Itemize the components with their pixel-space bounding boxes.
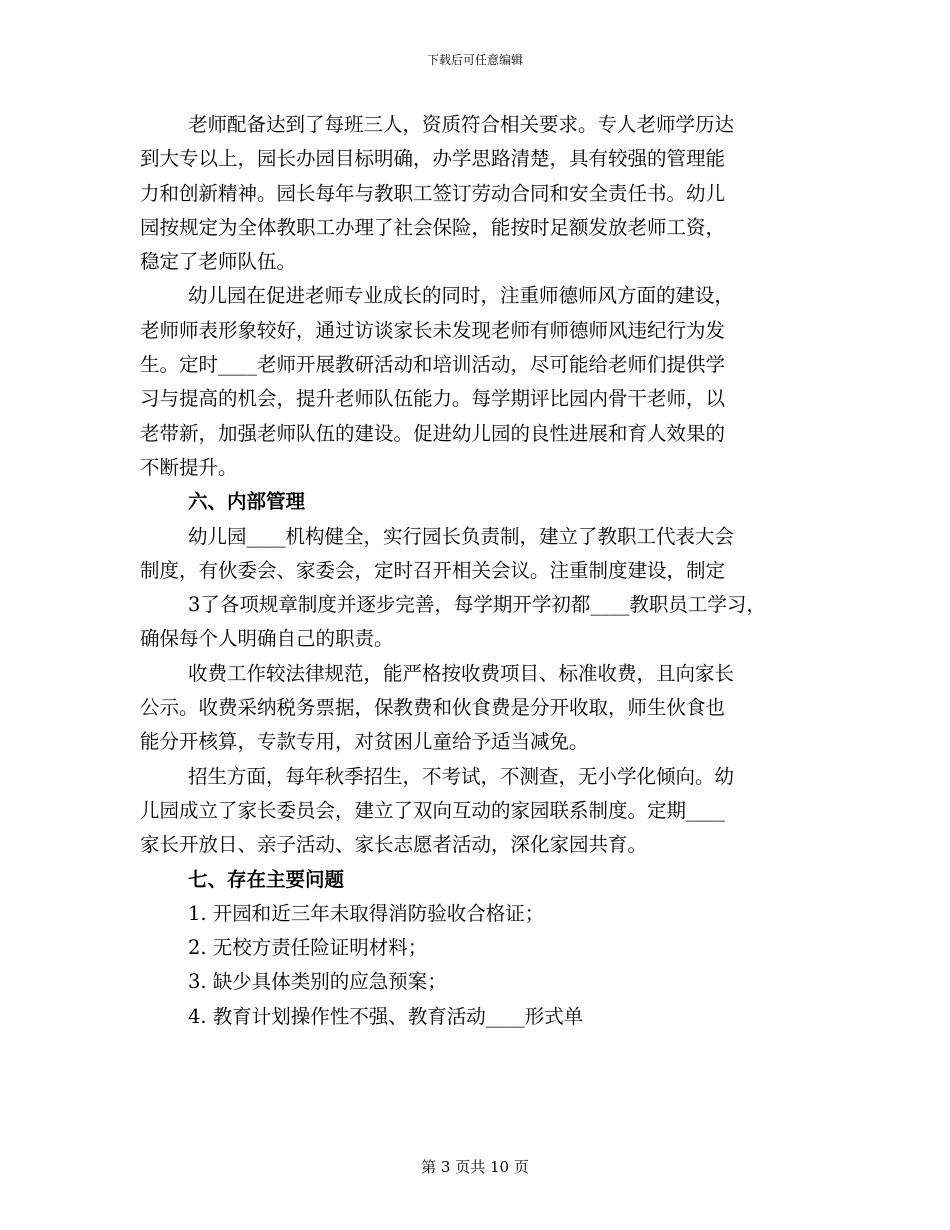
text-line: 确保每个人明确自己的职责。	[140, 627, 394, 651]
text-line: 能分开核算，专款专用，对贫困儿童给予适当减免。	[140, 730, 589, 754]
section-heading: 七、存在主要问题	[188, 867, 345, 891]
text-line: 制度，有伙委会、家委会，定时召开相关会议。注重制度建设，制定	[140, 558, 726, 582]
list-item: 4. 教育计划操作性不强、教育活动____形式单	[188, 1004, 584, 1028]
text-line: 招生方面，每年秋季招生，不考试，不测查，无小学化倾向。幼	[188, 764, 735, 788]
document-body	[140, 108, 830, 1034]
list-item: 2. 无校方责任险证明材料；	[188, 936, 428, 960]
page-header: 下载后可任意编辑	[426, 53, 523, 67]
text-line: 公示。收费采纳税务票据，保教费和伙食费是分开收取，师生伙食也	[140, 696, 726, 720]
text-line: 家长开放日、亲子活动、家长志愿者活动，深化家园共育。	[140, 833, 648, 857]
text-line: 力和创新精神。园长每年与教职工签订劳动合同和安全责任书。幼儿	[140, 181, 726, 205]
text-line: 园按规定为全体教职工办理了社会保险，能按时足额发放老师工资，	[140, 215, 726, 239]
text-line: 稳定了老师队伍。	[140, 250, 297, 274]
page-footer: 第 3 页共 10 页	[421, 1158, 529, 1176]
text-line: 收费工作较法律规范，能严格按收费项目、标准收费，且向家长	[188, 661, 735, 685]
section-heading: 六、内部管理	[188, 490, 306, 514]
text-line: 习与提高的机会，提升老师队伍能力。每学期评比园内骨干老师，以	[140, 387, 726, 411]
list-item: 1. 开园和近三年未取得消防验收合格证；	[188, 901, 545, 925]
text-line: 老带新，加强老师队伍的建设。促进幼儿园的良性进展和育人效果的	[140, 421, 726, 445]
list-item: 3. 缺少具体类别的应急预案；	[188, 970, 447, 994]
text-line: 幼儿园在促进老师专业成长的同时，注重师德师风方面的建设，	[188, 284, 735, 308]
text-line: 幼儿园____机构健全，实行园长负责制，建立了教职工代表大会	[188, 524, 735, 548]
text-line: 生。定时____老师开展教研活动和培训活动，尽可能给老师们提供学	[140, 353, 726, 377]
text-line: 儿园成立了家长委员会，建立了双向互动的家园联系制度。定期____	[140, 798, 726, 822]
text-line: 老师配备达到了每班三人，资质符合相关要求。专人老师学历达	[188, 113, 735, 136]
text-line: 不断提升。	[140, 455, 238, 479]
text-line: 到大专以上，园长办园目标明确，办学思路清楚，具有较强的管理能	[140, 147, 726, 171]
text-line: 3了各项规章制度并逐步完善，每学期开学初都____教职员工学习，	[188, 593, 766, 617]
text-line: 老师师表形象较好，通过访谈家长未发现老师有师德师风违纪行为发	[140, 318, 726, 342]
